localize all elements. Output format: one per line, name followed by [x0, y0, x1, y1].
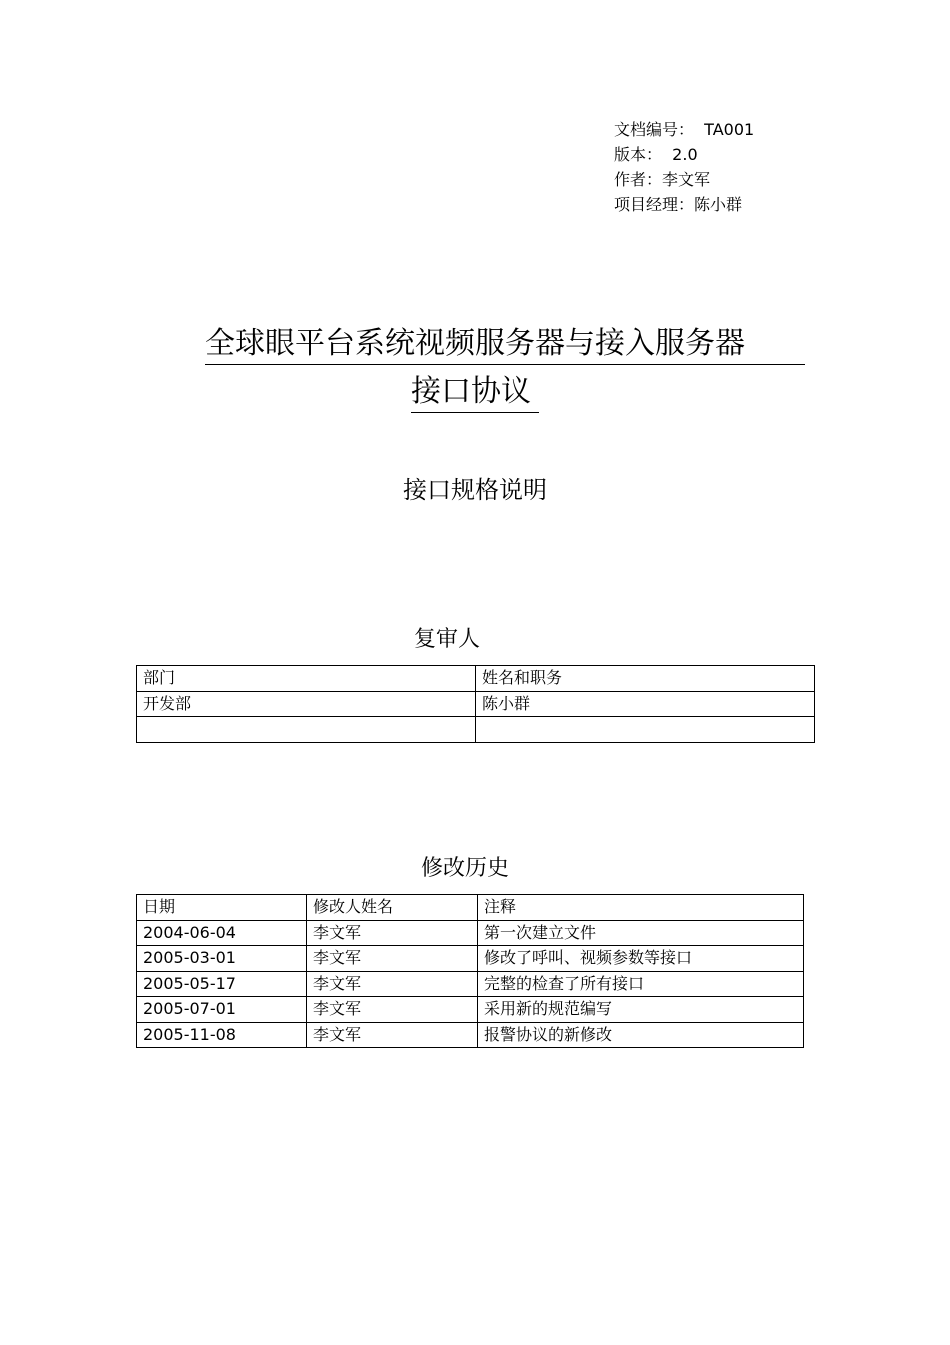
- table-cell: 2005-11-08: [137, 1022, 307, 1048]
- table-row: [137, 946, 804, 972]
- document-subtitle: 接口规格说明: [403, 476, 547, 504]
- table-cell: 陈小群: [476, 691, 815, 717]
- table-header-row: [137, 666, 815, 692]
- history-table: [136, 894, 804, 1048]
- reviewers-heading: 复审人: [413, 627, 480, 652]
- table-cell: 报警协议的新修改: [478, 1022, 804, 1048]
- table-row: [137, 691, 815, 717]
- header-cell: 日期: [137, 895, 307, 921]
- table-cell: 2004-06-04: [137, 920, 307, 946]
- table-cell: [137, 717, 476, 743]
- doc-version: 版本： 2.0: [614, 145, 698, 164]
- title-line1-text: 全球眼平台系统视频服务器与接入服务器: [205, 324, 805, 365]
- table-row: [137, 971, 804, 997]
- header-cell: 修改人姓名: [307, 895, 478, 921]
- table-cell: 采用新的规范编写: [478, 997, 804, 1023]
- table-row: [137, 1022, 804, 1048]
- doc-project-manager: 项目经理：陈小群: [614, 195, 743, 214]
- header-cell: 姓名和职务: [476, 666, 815, 692]
- table-cell: 李文军: [307, 1022, 478, 1048]
- table-row: [137, 920, 804, 946]
- title-line2-text: 接口协议: [411, 372, 539, 413]
- header-cell: 部门: [137, 666, 476, 692]
- table-row: [137, 997, 804, 1023]
- table-cell: 2005-03-01: [137, 946, 307, 972]
- document-title-line1: [0, 324, 950, 365]
- reviewers-table: [136, 665, 815, 743]
- table-header-row: [137, 895, 804, 921]
- document-title-line2: [0, 372, 950, 413]
- history-heading: 修改历史: [420, 856, 509, 881]
- table-cell: 开发部: [137, 691, 476, 717]
- header-cell: 注释: [478, 895, 804, 921]
- table-cell: 2005-07-01: [137, 997, 307, 1023]
- table-cell: 李文军: [307, 920, 478, 946]
- doc-number: 文档编号： TA001: [614, 120, 755, 139]
- table-cell: 李文军: [307, 971, 478, 997]
- table-cell: 2005-05-17: [137, 971, 307, 997]
- doc-author: 作者：李文军: [614, 170, 711, 189]
- table-row: [137, 717, 815, 743]
- table-cell: 完整的检查了所有接口: [478, 971, 804, 997]
- table-cell: 李文军: [307, 946, 478, 972]
- table-cell: [476, 717, 815, 743]
- table-cell: 修改了呼叫、视频参数等接口: [478, 946, 804, 972]
- document-meta: [614, 117, 754, 217]
- table-cell: 第一次建立文件: [478, 920, 804, 946]
- table-cell: 李文军: [307, 997, 478, 1023]
